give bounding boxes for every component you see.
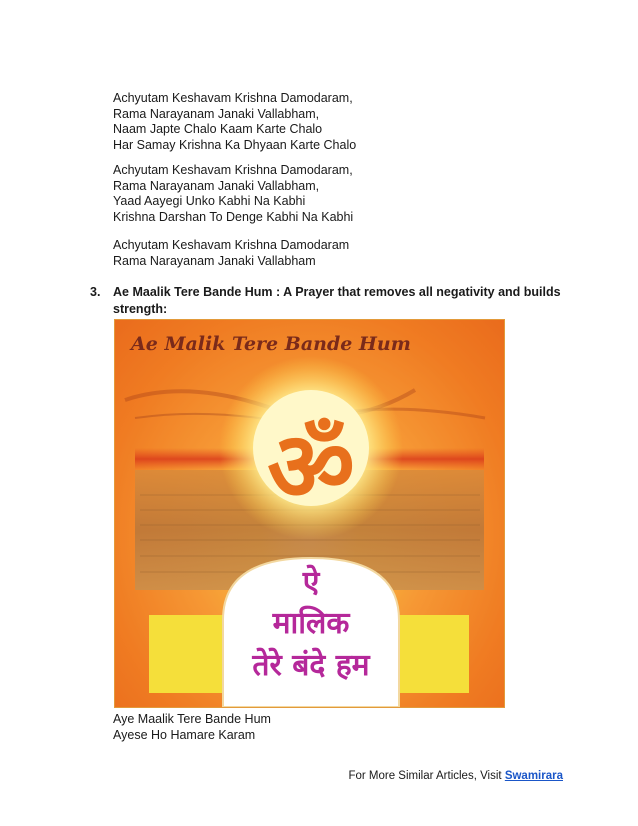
lyric-line: Achyutam Keshavam Krishna Damodaram, [113, 163, 353, 177]
hindi-line-3: तेरे बंदे हम [252, 648, 370, 683]
lyric-line: Achyutam Keshavam Krishna Damodaram [113, 238, 350, 252]
hindi-line-1: ऐ [302, 565, 320, 600]
caption-line: Aye Maalik Tere Bande Hum [113, 712, 271, 726]
item-number: 3. [90, 285, 101, 299]
caption-line: Ayese Ho Hamare Karam [113, 727, 256, 742]
lyric-line: Naam Japte Chalo Kaam Karte Chalo [113, 122, 323, 136]
prayer-image [114, 319, 505, 708]
lyrics-stanza-3 [113, 238, 349, 269]
prayer-image-art [115, 320, 504, 707]
lyric-line: Rama Narayanam Janaki Vallabham [113, 253, 316, 268]
lyric-line: Rama Narayanam Janaki Vallabham, [113, 106, 320, 121]
caption-lines [113, 712, 271, 743]
lyrics-stanza-2 [113, 163, 353, 225]
lyric-line: Achyutam Keshavam Krishna Damodaram, [113, 91, 353, 105]
om-symbol: ॐ [267, 411, 355, 523]
lyric-line: Krishna Darshan To Denge Kabhi Na Kabhi [113, 209, 354, 224]
hindi-line-2: मालिक [272, 606, 350, 641]
footer-text: For More Similar Articles, Visit [348, 770, 505, 782]
lyrics-stanza-1 [113, 91, 356, 153]
image-title: Ae Malik Tere Bande Hum [131, 333, 411, 355]
footer-link[interactable]: Swamirara [504, 770, 563, 782]
footer [348, 770, 563, 782]
lyric-line: Yaad Aayegi Unko Kabhi Na Kabhi [113, 194, 306, 208]
item-title: Ae Maalik Tere Bande Hum : A Prayer that removes all negativity and builds strength: [113, 285, 561, 316]
lyric-line: Har Samay Krishna Ka Dhyaan Karte Chalo [113, 137, 357, 152]
lyric-line: Rama Narayanam Janaki Vallabham, [113, 178, 320, 193]
